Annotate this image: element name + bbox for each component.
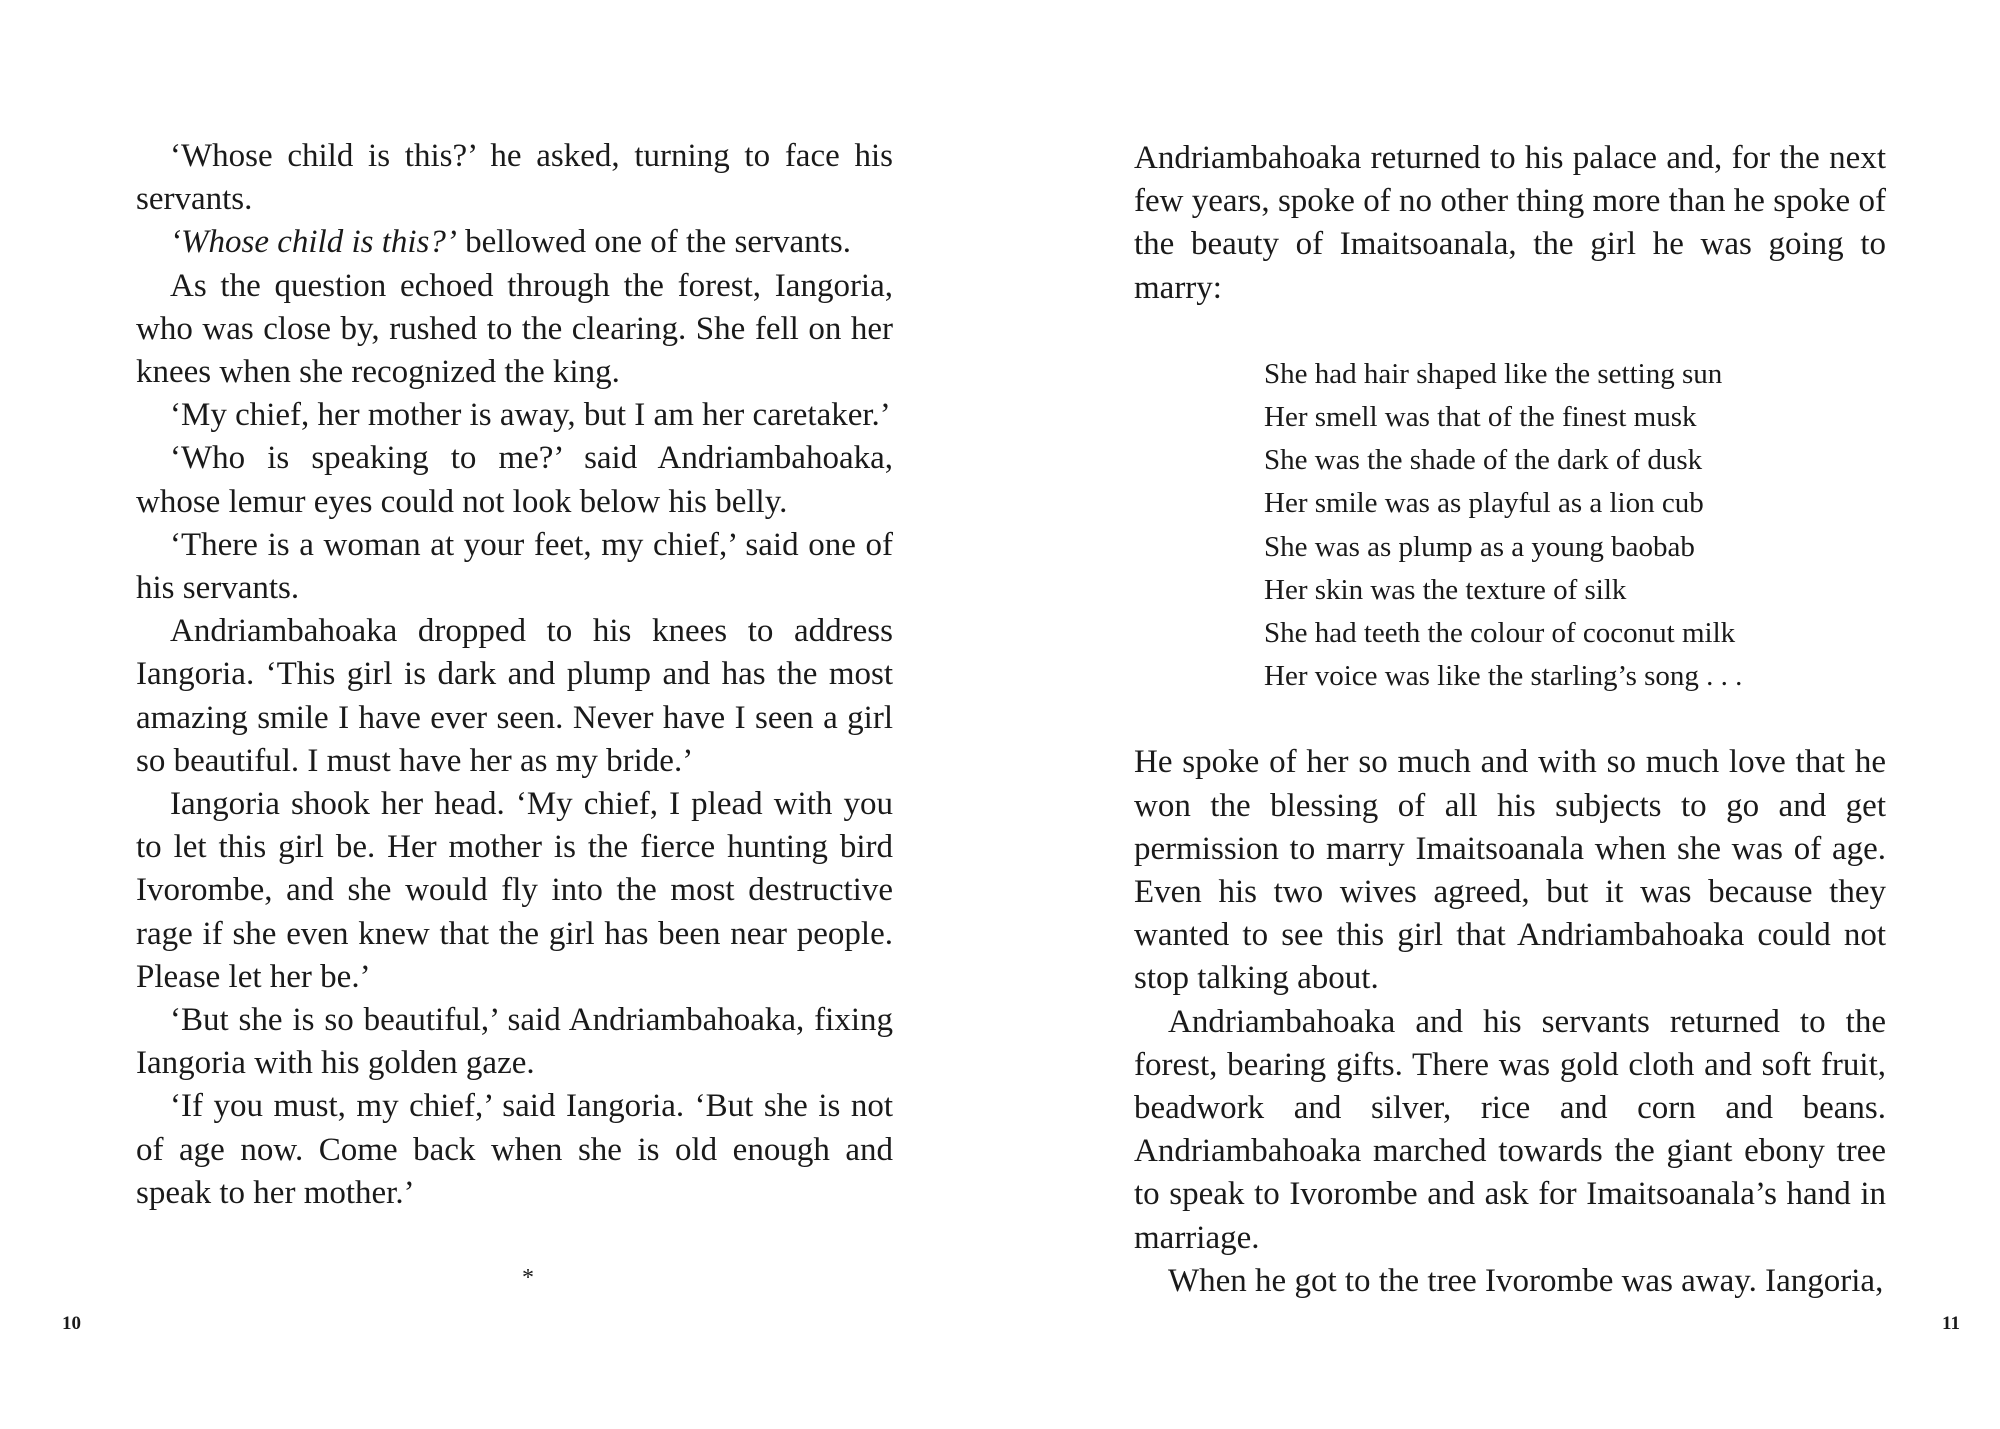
paragraph: ‘Who is speaking to me?’ said Andriambahoaka, whose lemur eyes could not look below his belly. bbox=[136, 440, 893, 520]
paragraph bbox=[136, 221, 893, 264]
paragraph: ‘If you must, my chief,’ said Iangoria. ‘But she is not of age now. Come back when she is old enough and speak to her mother.’ bbox=[136, 1088, 893, 1211]
right-page-text bbox=[1134, 137, 1886, 1303]
poem-line: Her voice was like the starling’s song . . . bbox=[1264, 660, 1743, 693]
paragraph: As the question echoed through the forest, Iangoria, who was close by, rushed to the clearing. She fell on her knees when she recognized the king. bbox=[136, 267, 893, 391]
paragraph: Iangoria shook her head. ‘My chief, I plead with you to let this girl be. Her mother is the fierce hunting bird Ivorombe, and she would fly into the most destructive rage if she even knew that the girl has been near people. Please let her be.’ bbox=[136, 786, 893, 995]
paragraph: Andriambahoaka dropped to his knees to address Iangoria. ‘This girl is dark and plump and has the most amazing smile I have ever seen. Never have I seen a girl so beautiful. I must have her as my bride.’ bbox=[136, 613, 893, 779]
paragraph: When he got to the tree Ivorombe was away. Iangoria, bbox=[1168, 1262, 1884, 1299]
poem bbox=[1264, 353, 1886, 699]
poem-line: Her skin was the texture of silk bbox=[1264, 573, 1627, 606]
paragraph: ‘Whose child is this?’ he asked, turning to face his servants. bbox=[136, 138, 893, 218]
page-number-right: 11 bbox=[1942, 1313, 1960, 1334]
poem-line: Her smell was that of the finest musk bbox=[1264, 401, 1697, 434]
italic-quote: ‘Whose child is this?’ bbox=[170, 224, 457, 261]
paragraph: Andriambahoaka and his servants returned to the forest, bearing gifts. There was gold cloth and soft fruit, beadwork and silver, rice and corn and beans. Andriambahoaka marched towards the giant ebony tree to speak to Ivorombe and ask for Imaitsoanala’s hand in marriage. bbox=[1134, 1003, 1886, 1256]
paragraph: ‘But she is so beautiful,’ said Andriambahoaka, fixing Iangoria with his golden gaze. bbox=[136, 1002, 893, 1082]
poem-line: She had teeth the colour of coconut milk bbox=[1264, 617, 1736, 650]
right-page bbox=[1000, 0, 2000, 1429]
poem-line: She was as plump as a young baobab bbox=[1264, 530, 1695, 563]
paragraph: He spoke of her so much and with so much love that he won the blessing of all his subjects to go and get permission to marry Imaitsoanala when she was of age. Even his two wives agreed, but it was because they wanted to see this girl that Andriambahoaka could not stop talking about. bbox=[1134, 744, 1886, 997]
paragraph-text: bellowed one of the servants. bbox=[456, 224, 851, 261]
page-number-left: 10 bbox=[62, 1313, 81, 1334]
paragraph: Andriambahoaka returned to his palace and, for the next few years, spoke of no other thing more than he spoke of the beauty of Imaitsoanala, the girl he was going to marry: bbox=[1134, 140, 1886, 306]
paragraph: ‘My chief, her mother is away, but I am her caretaker.’ bbox=[170, 397, 891, 434]
poem-line: Her smile was as playful as a lion cub bbox=[1264, 487, 1704, 520]
section-break-asterisk: * bbox=[522, 1265, 534, 1291]
poem-line: She was the shade of the dark of dusk bbox=[1264, 444, 1703, 477]
paragraph: ‘There is a woman at your feet, my chief,’ said one of his servants. bbox=[136, 526, 893, 607]
left-page-text bbox=[136, 135, 893, 1215]
poem-line: She had hair shaped like the setting sun bbox=[1264, 357, 1723, 390]
